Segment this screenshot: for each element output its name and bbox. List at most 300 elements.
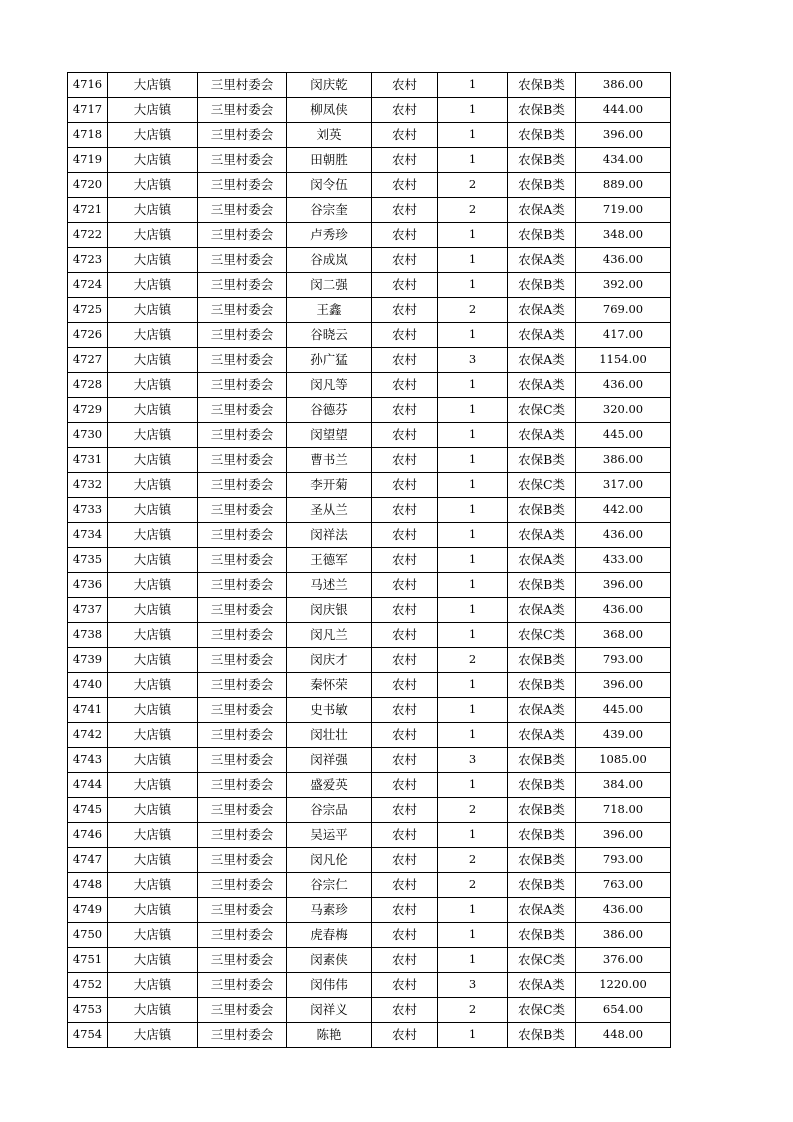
- category-cell: 农保A类: [508, 973, 576, 998]
- household-size-cell: 2: [438, 648, 508, 673]
- village-committee-cell: 三里村委会: [198, 448, 287, 473]
- village-committee-cell: 三里村委会: [198, 273, 287, 298]
- name-cell: 闵令伍: [287, 173, 372, 198]
- household-size-cell: 1: [438, 148, 508, 173]
- amount-cell: 793.00: [576, 648, 671, 673]
- category-cell: 农保A类: [508, 248, 576, 273]
- village-committee-cell: 三里村委会: [198, 573, 287, 598]
- category-cell: 农保C类: [508, 948, 576, 973]
- household-size-cell: 1: [438, 548, 508, 573]
- household-size-cell: 1: [438, 1023, 508, 1048]
- category-cell: 农保A类: [508, 898, 576, 923]
- area-type-cell: 农村: [372, 498, 438, 523]
- record-id-cell: 4728: [68, 373, 108, 398]
- category-cell: 农保B类: [508, 573, 576, 598]
- town-cell: 大店镇: [108, 373, 198, 398]
- record-id-cell: 4754: [68, 1023, 108, 1048]
- amount-cell: 396.00: [576, 823, 671, 848]
- village-committee-cell: 三里村委会: [198, 73, 287, 98]
- area-type-cell: 农村: [372, 223, 438, 248]
- category-cell: 农保A类: [508, 423, 576, 448]
- area-type-cell: 农村: [372, 573, 438, 598]
- town-cell: 大店镇: [108, 148, 198, 173]
- village-committee-cell: 三里村委会: [198, 423, 287, 448]
- category-cell: 农保A类: [508, 723, 576, 748]
- amount-cell: 386.00: [576, 448, 671, 473]
- name-cell: 李开菊: [287, 473, 372, 498]
- village-committee-cell: 三里村委会: [198, 798, 287, 823]
- village-committee-cell: 三里村委会: [198, 323, 287, 348]
- town-cell: 大店镇: [108, 498, 198, 523]
- town-cell: 大店镇: [108, 73, 198, 98]
- area-type-cell: 农村: [372, 1023, 438, 1048]
- amount-cell: 719.00: [576, 198, 671, 223]
- category-cell: 农保B类: [508, 273, 576, 298]
- household-size-cell: 1: [438, 698, 508, 723]
- area-type-cell: 农村: [372, 98, 438, 123]
- area-type-cell: 农村: [372, 723, 438, 748]
- table-row: [68, 73, 671, 98]
- household-size-cell: 3: [438, 348, 508, 373]
- household-size-cell: 1: [438, 523, 508, 548]
- name-cell: 圣从兰: [287, 498, 372, 523]
- town-cell: 大店镇: [108, 873, 198, 898]
- record-id-cell: 4753: [68, 998, 108, 1023]
- town-cell: 大店镇: [108, 1023, 198, 1048]
- village-committee-cell: 三里村委会: [198, 523, 287, 548]
- town-cell: 大店镇: [108, 823, 198, 848]
- town-cell: 大店镇: [108, 673, 198, 698]
- area-type-cell: 农村: [372, 648, 438, 673]
- household-size-cell: 1: [438, 248, 508, 273]
- record-id-cell: 4737: [68, 598, 108, 623]
- town-cell: 大店镇: [108, 773, 198, 798]
- amount-cell: 1085.00: [576, 748, 671, 773]
- table-row: [68, 373, 671, 398]
- town-cell: 大店镇: [108, 398, 198, 423]
- village-committee-cell: 三里村委会: [198, 723, 287, 748]
- record-id-cell: 4732: [68, 473, 108, 498]
- category-cell: 农保B类: [508, 448, 576, 473]
- name-cell: 谷成岚: [287, 248, 372, 273]
- town-cell: 大店镇: [108, 723, 198, 748]
- record-id-cell: 4731: [68, 448, 108, 473]
- household-size-cell: 1: [438, 773, 508, 798]
- record-id-cell: 4725: [68, 298, 108, 323]
- table-row: [68, 148, 671, 173]
- household-size-cell: 2: [438, 173, 508, 198]
- record-id-cell: 4729: [68, 398, 108, 423]
- area-type-cell: 农村: [372, 473, 438, 498]
- table-row: [68, 973, 671, 998]
- amount-cell: 1154.00: [576, 348, 671, 373]
- household-size-cell: 1: [438, 448, 508, 473]
- household-size-cell: 3: [438, 748, 508, 773]
- household-size-cell: 1: [438, 573, 508, 598]
- category-cell: 农保B类: [508, 98, 576, 123]
- village-committee-cell: 三里村委会: [198, 673, 287, 698]
- name-cell: 刘英: [287, 123, 372, 148]
- area-type-cell: 农村: [372, 873, 438, 898]
- table-row: [68, 473, 671, 498]
- area-type-cell: 农村: [372, 898, 438, 923]
- record-id-cell: 4733: [68, 498, 108, 523]
- category-cell: 农保B类: [508, 148, 576, 173]
- record-id-cell: 4734: [68, 523, 108, 548]
- name-cell: 闵祥义: [287, 998, 372, 1023]
- record-id-cell: 4739: [68, 648, 108, 673]
- household-size-cell: 1: [438, 473, 508, 498]
- household-size-cell: 1: [438, 723, 508, 748]
- village-committee-cell: 三里村委会: [198, 223, 287, 248]
- record-id-cell: 4727: [68, 348, 108, 373]
- table-row: [68, 223, 671, 248]
- name-cell: 虎春梅: [287, 923, 372, 948]
- household-size-cell: 2: [438, 298, 508, 323]
- table-row: [68, 948, 671, 973]
- amount-cell: 384.00: [576, 773, 671, 798]
- village-committee-cell: 三里村委会: [198, 923, 287, 948]
- record-id-cell: 4719: [68, 148, 108, 173]
- name-cell: 闵伟伟: [287, 973, 372, 998]
- household-size-cell: 1: [438, 373, 508, 398]
- amount-cell: 793.00: [576, 848, 671, 873]
- category-cell: 农保A类: [508, 298, 576, 323]
- town-cell: 大店镇: [108, 348, 198, 373]
- category-cell: 农保B类: [508, 173, 576, 198]
- area-type-cell: 农村: [372, 248, 438, 273]
- amount-cell: 436.00: [576, 898, 671, 923]
- town-cell: 大店镇: [108, 473, 198, 498]
- village-committee-cell: 三里村委会: [198, 898, 287, 923]
- area-type-cell: 农村: [372, 273, 438, 298]
- name-cell: 闵凡伦: [287, 848, 372, 873]
- area-type-cell: 农村: [372, 348, 438, 373]
- table-row: [68, 648, 671, 673]
- amount-cell: 386.00: [576, 73, 671, 98]
- table-row: [68, 348, 671, 373]
- record-id-cell: 4738: [68, 623, 108, 648]
- household-size-cell: 1: [438, 673, 508, 698]
- amount-cell: 434.00: [576, 148, 671, 173]
- area-type-cell: 农村: [372, 398, 438, 423]
- record-id-cell: 4749: [68, 898, 108, 923]
- table-row: [68, 998, 671, 1023]
- town-cell: 大店镇: [108, 973, 198, 998]
- category-cell: 农保C类: [508, 623, 576, 648]
- table-row: [68, 398, 671, 423]
- village-committee-cell: 三里村委会: [198, 973, 287, 998]
- table-row: [68, 273, 671, 298]
- village-committee-cell: 三里村委会: [198, 948, 287, 973]
- category-cell: 农保A类: [508, 548, 576, 573]
- name-cell: 闵庆才: [287, 648, 372, 673]
- household-size-cell: 2: [438, 848, 508, 873]
- record-id-cell: 4752: [68, 973, 108, 998]
- amount-cell: 433.00: [576, 548, 671, 573]
- area-type-cell: 农村: [372, 973, 438, 998]
- record-id-cell: 4744: [68, 773, 108, 798]
- area-type-cell: 农村: [372, 923, 438, 948]
- amount-cell: 889.00: [576, 173, 671, 198]
- record-id-cell: 4742: [68, 723, 108, 748]
- village-committee-cell: 三里村委会: [198, 248, 287, 273]
- amount-cell: 386.00: [576, 923, 671, 948]
- amount-cell: 417.00: [576, 323, 671, 348]
- table-row: [68, 98, 671, 123]
- amount-cell: 392.00: [576, 273, 671, 298]
- household-size-cell: 1: [438, 123, 508, 148]
- town-cell: 大店镇: [108, 298, 198, 323]
- name-cell: 谷宗奎: [287, 198, 372, 223]
- household-size-cell: 1: [438, 73, 508, 98]
- table-row: [68, 773, 671, 798]
- category-cell: 农保B类: [508, 823, 576, 848]
- table-row: [68, 248, 671, 273]
- table-row: [68, 198, 671, 223]
- household-size-cell: 1: [438, 273, 508, 298]
- area-type-cell: 农村: [372, 548, 438, 573]
- records-table: [67, 72, 671, 1048]
- village-committee-cell: 三里村委会: [198, 773, 287, 798]
- table-row: [68, 1023, 671, 1048]
- category-cell: 农保C类: [508, 998, 576, 1023]
- name-cell: 闵望望: [287, 423, 372, 448]
- town-cell: 大店镇: [108, 698, 198, 723]
- record-id-cell: 4720: [68, 173, 108, 198]
- town-cell: 大店镇: [108, 623, 198, 648]
- name-cell: 陈艳: [287, 1023, 372, 1048]
- household-size-cell: 2: [438, 798, 508, 823]
- amount-cell: 320.00: [576, 398, 671, 423]
- village-committee-cell: 三里村委会: [198, 873, 287, 898]
- table-row: [68, 498, 671, 523]
- area-type-cell: 农村: [372, 948, 438, 973]
- name-cell: 孙广猛: [287, 348, 372, 373]
- category-cell: 农保A类: [508, 598, 576, 623]
- table-row: [68, 923, 671, 948]
- village-committee-cell: 三里村委会: [198, 398, 287, 423]
- town-cell: 大店镇: [108, 998, 198, 1023]
- table-row: [68, 748, 671, 773]
- category-cell: 农保A类: [508, 373, 576, 398]
- household-size-cell: 3: [438, 973, 508, 998]
- amount-cell: 448.00: [576, 1023, 671, 1048]
- area-type-cell: 农村: [372, 748, 438, 773]
- amount-cell: 436.00: [576, 373, 671, 398]
- village-committee-cell: 三里村委会: [198, 123, 287, 148]
- village-committee-cell: 三里村委会: [198, 98, 287, 123]
- area-type-cell: 农村: [372, 823, 438, 848]
- amount-cell: 445.00: [576, 423, 671, 448]
- record-id-cell: 4730: [68, 423, 108, 448]
- household-size-cell: 1: [438, 323, 508, 348]
- name-cell: 田朝胜: [287, 148, 372, 173]
- village-committee-cell: 三里村委会: [198, 698, 287, 723]
- area-type-cell: 农村: [372, 673, 438, 698]
- table-row: [68, 698, 671, 723]
- table-row: [68, 673, 671, 698]
- household-size-cell: 1: [438, 623, 508, 648]
- household-size-cell: 1: [438, 923, 508, 948]
- town-cell: 大店镇: [108, 948, 198, 973]
- amount-cell: 396.00: [576, 673, 671, 698]
- amount-cell: 348.00: [576, 223, 671, 248]
- amount-cell: 654.00: [576, 998, 671, 1023]
- town-cell: 大店镇: [108, 648, 198, 673]
- record-id-cell: 4750: [68, 923, 108, 948]
- name-cell: 谷晓云: [287, 323, 372, 348]
- table-row: [68, 798, 671, 823]
- category-cell: 农保A类: [508, 198, 576, 223]
- town-cell: 大店镇: [108, 173, 198, 198]
- record-id-cell: 4736: [68, 573, 108, 598]
- category-cell: 农保B类: [508, 123, 576, 148]
- amount-cell: 442.00: [576, 498, 671, 523]
- table-row: [68, 573, 671, 598]
- amount-cell: 396.00: [576, 573, 671, 598]
- table-body: [68, 73, 671, 1048]
- name-cell: 闵祥法: [287, 523, 372, 548]
- category-cell: 农保B类: [508, 673, 576, 698]
- table-row: [68, 848, 671, 873]
- name-cell: 闵庆乾: [287, 73, 372, 98]
- village-committee-cell: 三里村委会: [198, 648, 287, 673]
- table-row: [68, 598, 671, 623]
- record-id-cell: 4741: [68, 698, 108, 723]
- town-cell: 大店镇: [108, 798, 198, 823]
- household-size-cell: 1: [438, 98, 508, 123]
- table-row: [68, 898, 671, 923]
- area-type-cell: 农村: [372, 623, 438, 648]
- town-cell: 大店镇: [108, 423, 198, 448]
- name-cell: 马素珍: [287, 898, 372, 923]
- village-committee-cell: 三里村委会: [198, 598, 287, 623]
- category-cell: 农保A类: [508, 323, 576, 348]
- category-cell: 农保B类: [508, 73, 576, 98]
- category-cell: 农保B类: [508, 923, 576, 948]
- amount-cell: 444.00: [576, 98, 671, 123]
- town-cell: 大店镇: [108, 98, 198, 123]
- category-cell: 农保B类: [508, 848, 576, 873]
- town-cell: 大店镇: [108, 198, 198, 223]
- category-cell: 农保B类: [508, 223, 576, 248]
- table-row: [68, 523, 671, 548]
- household-size-cell: 1: [438, 223, 508, 248]
- village-committee-cell: 三里村委会: [198, 173, 287, 198]
- name-cell: 王鑫: [287, 298, 372, 323]
- category-cell: 农保B类: [508, 798, 576, 823]
- amount-cell: 376.00: [576, 948, 671, 973]
- table-row: [68, 723, 671, 748]
- amount-cell: 396.00: [576, 123, 671, 148]
- category-cell: 农保C类: [508, 473, 576, 498]
- area-type-cell: 农村: [372, 123, 438, 148]
- record-id-cell: 4726: [68, 323, 108, 348]
- village-committee-cell: 三里村委会: [198, 548, 287, 573]
- area-type-cell: 农村: [372, 373, 438, 398]
- record-id-cell: 4743: [68, 748, 108, 773]
- village-committee-cell: 三里村委会: [198, 498, 287, 523]
- household-size-cell: 1: [438, 498, 508, 523]
- record-id-cell: 4746: [68, 823, 108, 848]
- name-cell: 谷宗仁: [287, 873, 372, 898]
- name-cell: 谷德芬: [287, 398, 372, 423]
- category-cell: 农保B类: [508, 873, 576, 898]
- record-id-cell: 4723: [68, 248, 108, 273]
- record-id-cell: 4740: [68, 673, 108, 698]
- name-cell: 闵凡等: [287, 373, 372, 398]
- category-cell: 农保B类: [508, 773, 576, 798]
- village-committee-cell: 三里村委会: [198, 623, 287, 648]
- amount-cell: 439.00: [576, 723, 671, 748]
- village-committee-cell: 三里村委会: [198, 198, 287, 223]
- record-id-cell: 4735: [68, 548, 108, 573]
- name-cell: 柳凤侠: [287, 98, 372, 123]
- area-type-cell: 农村: [372, 798, 438, 823]
- category-cell: 农保A类: [508, 698, 576, 723]
- area-type-cell: 农村: [372, 448, 438, 473]
- record-id-cell: 4745: [68, 798, 108, 823]
- table-row: [68, 173, 671, 198]
- town-cell: 大店镇: [108, 323, 198, 348]
- village-committee-cell: 三里村委会: [198, 348, 287, 373]
- table-row: [68, 448, 671, 473]
- area-type-cell: 农村: [372, 73, 438, 98]
- category-cell: 农保B类: [508, 648, 576, 673]
- area-type-cell: 农村: [372, 198, 438, 223]
- name-cell: 吴运平: [287, 823, 372, 848]
- name-cell: 闵祥强: [287, 748, 372, 773]
- amount-cell: 763.00: [576, 873, 671, 898]
- household-size-cell: 1: [438, 398, 508, 423]
- village-committee-cell: 三里村委会: [198, 373, 287, 398]
- household-size-cell: 2: [438, 998, 508, 1023]
- town-cell: 大店镇: [108, 223, 198, 248]
- category-cell: 农保C类: [508, 398, 576, 423]
- name-cell: 史书敏: [287, 698, 372, 723]
- area-type-cell: 农村: [372, 323, 438, 348]
- table-row: [68, 423, 671, 448]
- name-cell: 马述兰: [287, 573, 372, 598]
- amount-cell: 436.00: [576, 523, 671, 548]
- amount-cell: 368.00: [576, 623, 671, 648]
- town-cell: 大店镇: [108, 598, 198, 623]
- household-size-cell: 1: [438, 948, 508, 973]
- category-cell: 农保B类: [508, 1023, 576, 1048]
- record-id-cell: 4716: [68, 73, 108, 98]
- category-cell: 农保B类: [508, 748, 576, 773]
- area-type-cell: 农村: [372, 998, 438, 1023]
- table-row: [68, 323, 671, 348]
- category-cell: 农保B类: [508, 498, 576, 523]
- record-id-cell: 4748: [68, 873, 108, 898]
- area-type-cell: 农村: [372, 173, 438, 198]
- name-cell: 王德军: [287, 548, 372, 573]
- town-cell: 大店镇: [108, 748, 198, 773]
- village-committee-cell: 三里村委会: [198, 148, 287, 173]
- record-id-cell: 4721: [68, 198, 108, 223]
- town-cell: 大店镇: [108, 848, 198, 873]
- area-type-cell: 农村: [372, 148, 438, 173]
- area-type-cell: 农村: [372, 598, 438, 623]
- area-type-cell: 农村: [372, 523, 438, 548]
- table-row: [68, 548, 671, 573]
- table-row: [68, 298, 671, 323]
- village-committee-cell: 三里村委会: [198, 998, 287, 1023]
- household-size-cell: 2: [438, 873, 508, 898]
- record-id-cell: 4718: [68, 123, 108, 148]
